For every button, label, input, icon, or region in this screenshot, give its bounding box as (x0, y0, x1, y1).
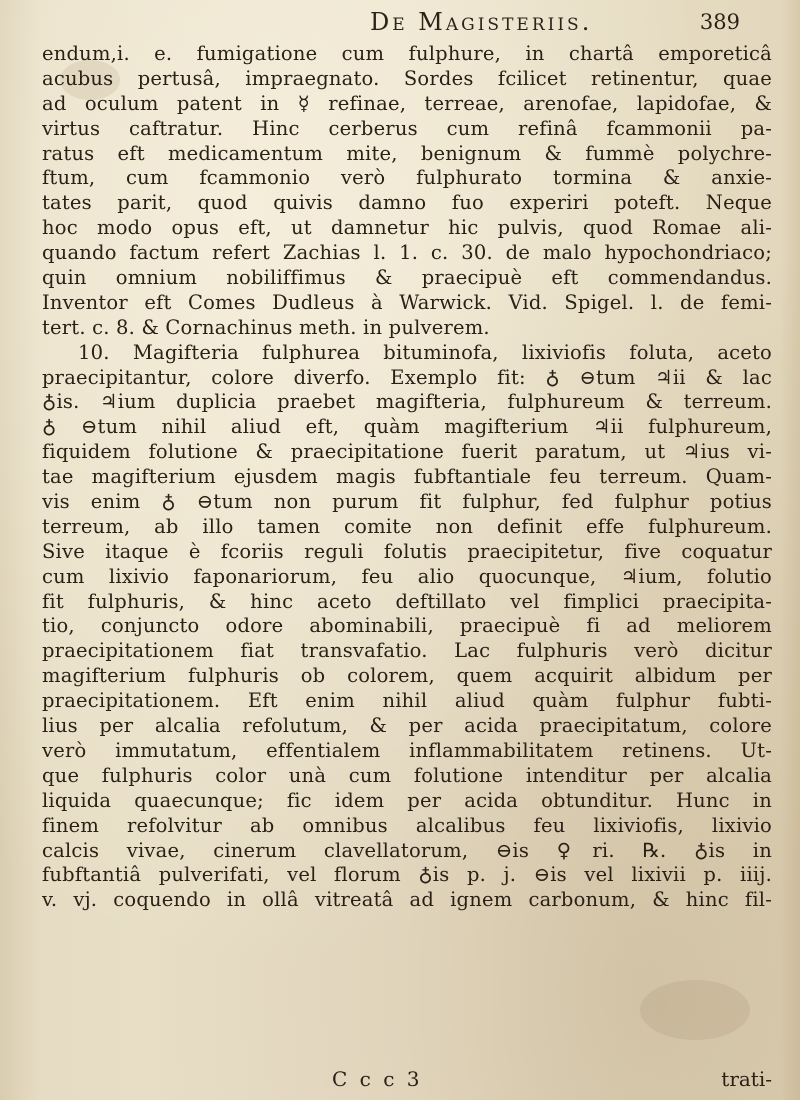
text-line: lius per alcalia refolutum, & per acida praecipitatum, colore (42, 714, 772, 738)
text-line: verò immutatum, effentialem inflammabilitatem retinens. Ut- (42, 738, 772, 762)
text-line: tert. c. 8. & Cornachinus meth. in pulverem. (42, 315, 490, 339)
text-line: cum lixivio faponariorum, feu alio quocunque, ♃ium, folutio (42, 564, 772, 588)
text-line: quando factum refert Zachias l. 1. c. 30. de malo hypochondriaco; (42, 241, 772, 265)
text-line: quin omnium nobiliffimus & praecipuè eft commendandus. (42, 266, 772, 290)
text-line: que fulphuris color unà cum folutione intenditur per alcalia (42, 763, 772, 787)
text-line: tates parit, quod quivis damno fuo experiri poteft. Neque (42, 191, 772, 215)
text-line: endum,i. e. fumigatione cum fulphure, in chartâ emporeticâ (42, 42, 772, 65)
text-line: praecipitationem. Eft enim nihil aliud quàm fulphur fubti- (42, 689, 772, 713)
text-line: Inventor eft Comes Dudleus à Warwick. Vid. Spigel. l. de femi- (42, 290, 772, 314)
text-line: Sive itaque è fcoriis reguli folutis praecipitetur, five coquatur (42, 539, 772, 563)
text-line: ad oculum patent in ☿ refinae, terreae, arenofae, lapidofae, & (42, 91, 772, 115)
text-line: praecipitantur, colore diverfo. Exemplo fit: ♁ ⊖tum ♃ii & lac (42, 365, 772, 389)
text-line: finem refolvitur ab omnibus alcalibus feu lixiviofis, lixivio (42, 813, 772, 837)
text-line: v. vj. coquendo in ollâ vitreatâ ad ignem carbonum, & hinc fil- (42, 888, 772, 912)
text-line: vis enim ♁ ⊖tum non purum fit fulphur, fed fulphur potius (42, 490, 772, 514)
page-number: 389 (699, 10, 740, 34)
text-line: ♁ ⊖tum nihil aliud eft, quàm magifterium ♃ii fulphureum, (42, 415, 772, 439)
paragraph-start-line: 10. Magifteria fulphurea bituminofa, lixiviofis foluta, aceto (78, 340, 772, 364)
text-line: terreum, ab illo tamen comite non definit effe fulphureum. (42, 514, 772, 538)
text-line: tae magifterium ejusdem magis fubftantiale feu terreum. Quam- (42, 465, 772, 489)
text-line: virtus caftratur. Hinc cerberus cum refinâ fcammonii pa- (42, 116, 772, 140)
text-line: ratus eft medicamentum mite, benignum & fummè polychre- (42, 141, 772, 165)
text-line: ♁is. ♃ium duplicia praebet magifteria, fulphureum & terreum. (42, 390, 772, 414)
text-line: liquida quaecunque; fic idem per acida obtunditur. Hunc in (42, 788, 772, 812)
text-line: tio, conjuncto odore abominabili, praecipuè fi ad meliorem (42, 614, 772, 638)
text-line: fiquidem folutione & praecipitatione fuerit paratum, ut ♃ius vi- (42, 440, 772, 464)
text-line: fit fulphuris, & hinc aceto deftillato vel fimplici praecipita- (42, 589, 772, 613)
signature-mark: C c c 3 (332, 1067, 423, 1091)
text-line: praecipitationem fiat transvafatio. Lac fulphuris verò dicitur (42, 639, 772, 663)
text-line: calcis vivae, cinerum clavellatorum, ⊖is ♀ri. ℞. ♁is in (42, 838, 772, 862)
text-line: fubftantiâ pulverifati, vel florum ♁is p. j. ⊖is vel lixivii p. iiij. (42, 863, 772, 887)
running-title: De Magisteriis. (370, 8, 593, 36)
text-line: acubus pertusâ, impraegnato. Sordes fcilicet retinentur, quae (42, 66, 772, 90)
paper-stain (640, 980, 750, 1040)
text-line: magifterium fulphuris ob colorem, quem acquirit albidum per (42, 664, 772, 688)
page-footer (42, 1067, 772, 1093)
text-line: ftum, cum fcammonio verò fulphurato tormina & anxie- (42, 166, 772, 190)
body-text (42, 42, 772, 913)
text-line: hoc modo opus eft, ut damnetur hic pulvis, quod Romae ali- (42, 216, 772, 240)
catchword: trati- (721, 1067, 772, 1091)
page-header (120, 8, 740, 38)
